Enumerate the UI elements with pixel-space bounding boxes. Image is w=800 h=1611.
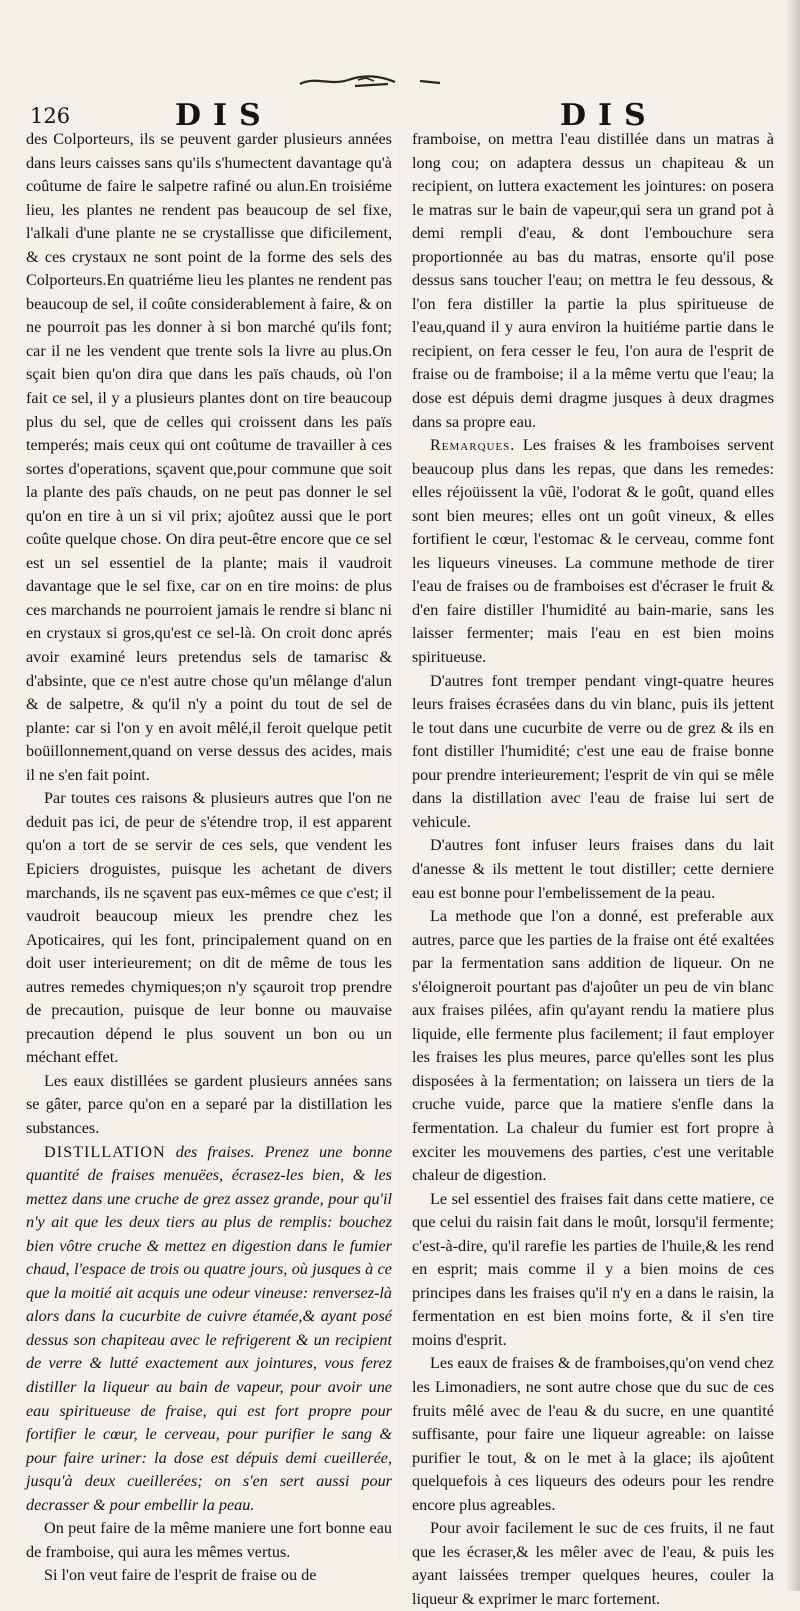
remarks-paragraph [412,434,774,669]
left-column [26,128,392,1588]
page-header [0,98,800,132]
page-edge-shadow [786,0,800,1591]
paragraph: Le sel essentiel des fraises fait dans cette matiere, ce que celui du raisin fait dans le moût, lorsqu'il fermente; c'est-à-dire, qu'il rarefie les parties de l'huile,& les rend en esprit; mais comme il y a bien moins de ces principes dans les fraises qu'il n'y en a dans le raisin, la fermentation en est bien moins forte, & il s'en tire moins d'esprit. [412,1189,774,1349]
header-ornament [270,72,470,92]
decorative-flourish-icon [270,72,470,92]
remarks-label: Remarques. [430,436,516,455]
paragraph: des Colporteurs, ils se peuvent garder plusieurs années dans leurs caisses sans qu'ils s'humectent davantage qu'à coûtume de faire le salpetre rafiné ou alun.En troisiéme lieu, les plantes ne rendent pas beaucoup de sel fixe, l'alkali d'une plante ne se crystallisse que dificilement, & ces crystaux ne sont point de la forme des sels des Colporteurs.En quatriéme lieu les plantes ne rendent pas beaucoup de sel, il coûte considerablement à faire, & on ne pourroit pas les donner à si bon marché qu'ils font; car il ne les vendent que trente sols la livre au plus.On sçait bien qu'on dira que dans les païs chauds, où l'on fait ce sel, il y a plusieurs plantes dont on tire beaucoup plus du sel, que de celles qui croissent dans les païs temperés; mais ceux qui ont coûtume de travailler à ces sortes d'operations, sçavent que,pour commune que soit la plante des païs chauds, on ne peut pas donner le sel qu'on en tire à un si vil prix; ajoûtez aussi que le port coûte quelque chose. On dira peut-être encore que ce sel est un sel essentiel de la plante; mais il vaudroit davantage que le sel fixe, car on en tire moins: de plus ces marchands ne pourroient jamais le rendre si blanc ni en crystaux si gros,qu'est ce sel-là. On croit donc aprés avoir examiné leurs pretendus sels de tamarisc & d'absinte, que ce n'est autre chose qu'un mêlange d'alun & de salpetre, & qu'il n'y a point du tout de sel de plante: car si l'on y en avoit mêlé,il feroit quelque petit boüillonnement,quand on verse dessus des acides, mais il ne s'en fait point. [26,130,392,784]
right-running-head: DIS [560,98,658,133]
paragraph: D'autres font infuser leurs fraises dans du lait d'anesse & ils mettent le tout distiller; cette derniere eau est bonne pour l'embelissement de la peau. [412,836,774,902]
paragraph: Les eaux de fraises & de framboises,qu'on vend chez les Limonadiers, ne sont autre chose que du suc de ces fruits mêlé avec de l'eau & du sucre, en une quantité suffisante, pour faire une liqueur agreable: on laisse purifier le tout, & on le met à la glace; ils ajoûtent quelquefois à ces liqueurs des odeurs pour les rendre encore plus agreables. [412,1354,774,1514]
paragraph: Par toutes ces raisons & plusieurs autres que l'on ne deduit pas ici, de peur de s'étendre trop, il est apparent qu'on a tort de se servir de ces sels, que vendent les Epiciers droguistes, puisque les achetant de divers marchands, ils ne sçavent pas eux-mêmes ce que c'est; il vaudroit beaucoup mieux les prendre chez les Apoticaires, qui les font, principalement quand on en doit user interieurement; on dit de même de tous les autres remedes chymiques;on n'y sçauroit trop prendre de precaution, puisque de leur bonne ou mauvaise precaution dépend le plus souvent un bon ou un méchant effet. [26,789,392,1067]
paragraph: La methode que l'on a donné, est preferable aux autres, parce que les parties de la fraise ont été exaltées par la fermentation sans addition de liqueur. On ne s'éloigneroit pourtant pas d'ajoûter un peu de vin blanc aux fraises pilées, afin qu'ayant rendu la matiere plus liquide, elle fermente plus facilement; il faut employer les fraises les plus meures, parce qu'elles sont les plus disposées à la fermentation; on laissera un tiers de la cruche vuide, parce que la matiere s'enfle dans la fermentation. La chaleur du fumier est fort propre à exciter les mouvemens des parties, c'est une veritable chaleur de digestion. [412,907,774,1185]
page-number: 126 [30,104,71,128]
column-gutter [398,140,399,1560]
paragraph: Les eaux distillées se gardent plusieurs années sans se gâter, parce qu'on en a separé par la distillation les substances. [26,1071,392,1137]
remarks-body: Les fraises & les framboises servent beaucoup plus dans les repas, que dans les remedes: elles réjoüissent la vûë, l'odorat & le goût, quand elles sont bien meures; elles ont un goût vineux, & elles fortifient le cœur, l'estomac & le cerveau, comme font les liqueurs vineuses. La commune methode de tirer l'eau de fraises ou de framboises est d'écraser le fruit & d'en faire distiller l'humidité au bain-marie, sans les laisser fermenter; mais l'eau en est bien moins spiritueuse. [412,436,775,667]
entry-heading: DISTILLATION [44,1142,166,1161]
entry-paragraph [26,1141,392,1518]
paragraph: Si l'on veut faire de l'esprit de fraise ou de [44,1566,317,1585]
paragraph: framboise, on mettra l'eau distillée dans un matras à long cou; on adaptera dessus un chapiteau & un recipient, on luttera exactement les jointures: on posera le matras sur le bain de vapeur,qui sera un grand pot à demi rempli d'eau, & dont l'embouchure sera proportionnée au bas du matras, ensorte qu'il pose dessus sans toucher l'eau; on mettra le feu dessous, & l'on fera distiller la partie la plus spiritueuse de l'eau,quand il y aura environ la huitiéme partie dans le recipient, on fera cesser le feu, l'on aura de l'esprit de fraise ou de framboise; il a la même vertu que l'eau; la dose est dépuis demi dragme jusques à deux dragmes dans sa propre eau. [412,130,774,431]
paragraph: Pour avoir facilement le suc de ces fruits, il ne faut que les écraser,& les mêler avec de l'eau, & puis les ayant laissées tremper quelques heures, couler la liqueur & exprimer le marc fortement. [412,1519,774,1608]
paragraph: D'autres font tremper pendant vingt-quatre heures leurs fraises écrasées dans du vin blanc, puis ils jettent le tout dans une cucurbite de verre ou de grez & ils en font distiller l'humidité; c'est une eau de fraise bonne pour prendre interieurement; l'esprit de vin qui se mêle dans la distillation avec l'eau de fraise lui sert de vehicule. [412,671,774,831]
left-running-head: DIS [175,98,273,133]
paragraph: On peut faire de la même maniere une fort bonne eau de framboise, qui aura les mêmes vertus. [26,1519,392,1561]
right-column [412,128,774,1611]
entry-body: des fraises. Prenez une bonne quantité de fraises menuëes, écrasez-les bien, & les mettez dans une cruche de grez assez grande, pour qu'il n'y ait que les deux tiers au plus de remplis: bouchez bien vôtre cruche & mettez en digestion dans le fumier chaud, l'espace de trois ou quatre jours, où jusques à ce que la moitié ait acquis une odeur vineuse: renversez-là alors dans la cucurbite de cuivre étamée,& ayant posé dessus son chapiteau avec le refrigerent & un recipient de verre & lutté exactement aux jointures, vous ferez distiller la liqueur au bain de vapeur, pour avoir une eau spiritueuse de fraise, qui est fort propre pour fortifier le cœur, le cerveau, pour purifier le sang & pour faire uriner: la dose est dépuis demi cueillerée, jusqu'à deux cueillerées; on s'en sert aussi pour decrasser & pour embellir la peau. [26,1142,393,1514]
